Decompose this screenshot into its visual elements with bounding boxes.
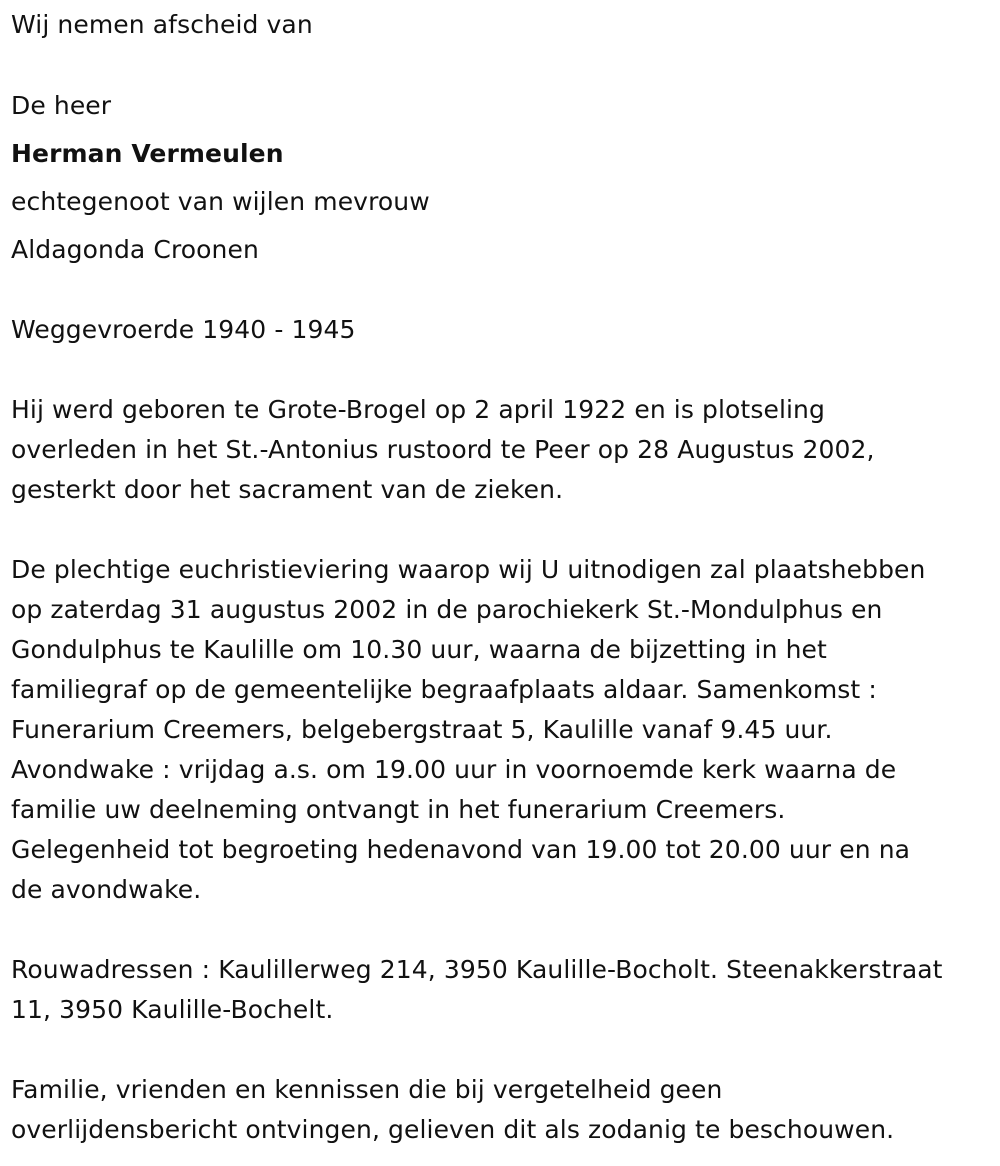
birth-death-line: overleden in het St.-Antonius rustoord te Peer op 28 Augustus 2002, [11,435,875,464]
ceremony-line: familiegraf op de gemeentelijke begraafplaats aldaar. Samenkomst : [11,675,877,704]
notice-line: Familie, vrienden en kennissen die bij vergetelheid geen [11,1075,723,1104]
spouse-line-1: echtegenoot van wijlen mevrouw [11,187,430,216]
spouse-line-2: Aldagonda Croonen [11,235,259,264]
birth-death-paragraph [11,390,986,510]
intro-text: Wij nemen afscheid van [11,10,313,39]
ceremony-paragraph [11,550,986,910]
ceremony-line: Funerarium Creemers, belgebergstraat 5, Kaulille vanaf 9.45 uur. [11,715,833,744]
birth-death-line: Hij werd geboren te Grote-Brogel op 2 april 1922 en is plotseling [11,395,825,424]
ceremony-line: Gelegenheid tot begroeting hedenavond van 19.00 tot 20.00 uur en na [11,835,911,864]
address-line: 11, 3950 Kaulille-Bochelt. [11,995,334,1024]
deceased-name: Herman Vermeulen [11,139,284,168]
addresses-paragraph [11,950,986,1030]
ceremony-line: familie uw deelneming ontvangt in het funerarium Creemers. [11,795,786,824]
address-line: Rouwadressen : Kaulillerweg 214, 3950 Kaulille-Bocholt. Steenakkerstraat [11,955,943,984]
salutation: De heer [11,91,112,120]
ceremony-line: De plechtige euchristieviering waarop wij U uitnodigen zal plaatshebben [11,555,926,584]
ceremony-line: op zaterdag 31 augustus 2002 in de parochiekerk St.-Mondulphus en [11,595,883,624]
notice-paragraph [11,1070,986,1150]
deportation-note: Weggevroerde 1940 - 1945 [11,315,356,344]
ceremony-line: Gondulphus te Kaulille om 10.30 uur, waarna de bijzetting in het [11,635,827,664]
ceremony-line: Avondwake : vrijdag a.s. om 19.00 uur in voornoemde kerk waarna de [11,755,897,784]
ceremony-line: de avondwake. [11,875,202,904]
birth-death-line: gesterkt door het sacrament van de zieken. [11,475,564,504]
notice-line: overlijdensbericht ontvingen, gelieven dit als zodanig te beschouwen. [11,1115,895,1144]
